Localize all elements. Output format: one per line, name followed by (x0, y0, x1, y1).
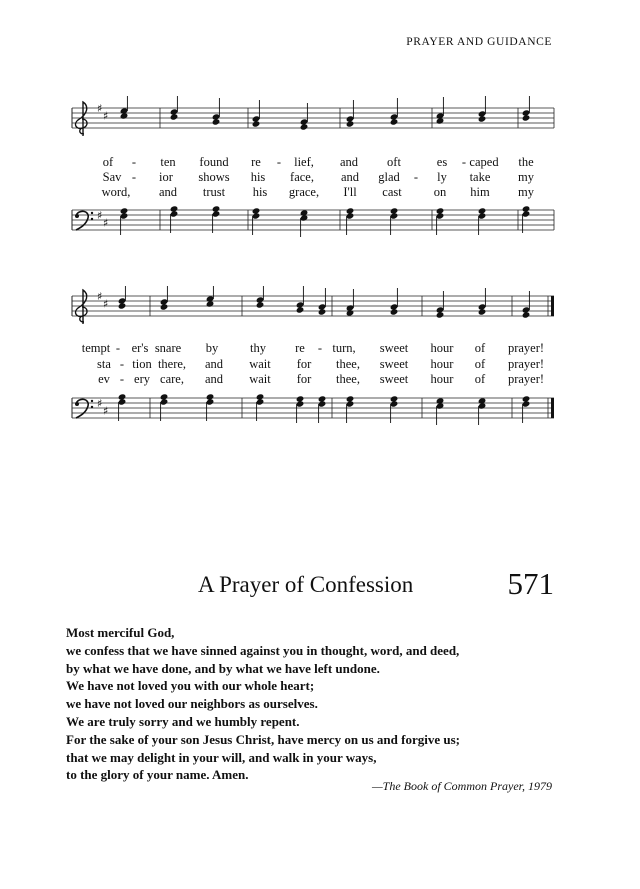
lyric-syllable: er's (131, 341, 149, 355)
treble-clef-icon (76, 290, 88, 324)
lyric-syllable: - (461, 155, 467, 169)
lyric-syllable: my (518, 185, 534, 199)
lyric-syllable: hour (430, 357, 454, 371)
final-barline (551, 296, 554, 316)
lyric-syllable: word, (101, 185, 131, 199)
music-system-1 (64, 96, 560, 256)
note-head (160, 393, 169, 400)
note-head (522, 395, 531, 402)
lyric-syllable: tion (132, 357, 152, 371)
sharp-icon: ♯ (97, 102, 103, 115)
note-head (390, 207, 399, 214)
lyric-syllable: on (433, 185, 447, 199)
lyric-syllable: Sav (102, 170, 122, 184)
lyric-syllable: sweet (379, 357, 409, 371)
note-head (206, 393, 215, 400)
note-head (120, 207, 129, 214)
lyric-syllable: and (158, 185, 178, 199)
lyric-line-1 (64, 155, 560, 171)
lyric-syllable: - (131, 170, 137, 184)
note-head (436, 207, 445, 214)
lyric-syllable: and (339, 155, 359, 169)
lyric-syllable: his (250, 170, 266, 184)
lyric-syllable: - (276, 155, 282, 169)
music-system-2 (64, 286, 560, 446)
lyric-syllable: hour (430, 372, 454, 386)
lyric-syllable: turn, (332, 341, 356, 355)
lyric-syllable: sweet (379, 372, 409, 386)
lyric-syllable: - (413, 170, 419, 184)
bass-clef-icon (76, 399, 88, 418)
lyric-syllable: ly (437, 170, 447, 184)
lyric-syllable: lief, (294, 155, 314, 169)
note-head (296, 395, 305, 402)
bass-clef-dot (75, 402, 79, 406)
attribution: —The Book of Common Prayer, 1979 (372, 779, 552, 793)
lyric-syllable: prayer! (507, 341, 545, 355)
lyric-syllable: grace, (288, 185, 320, 199)
bass-clef-dot (75, 214, 79, 218)
lyric-syllable: - (317, 341, 323, 355)
prayer-text (66, 624, 566, 784)
lyric-syllable: and (340, 170, 360, 184)
lyric-syllable: ten (160, 155, 176, 169)
sharp-icon: ♯ (103, 297, 109, 311)
lyric-syllable: of (474, 372, 486, 386)
lyric-syllable: found (199, 155, 229, 169)
note-head (170, 205, 179, 212)
note-head (212, 205, 221, 212)
prayer-line: we have not loved our neighbors as ourselves. (66, 696, 318, 712)
lyric-syllable: the (518, 155, 534, 169)
note-head (256, 393, 265, 400)
sharp-icon: ♯ (97, 290, 103, 303)
lyric-syllable: trust (202, 185, 226, 199)
lyric-syllable: snare (154, 341, 182, 355)
treble-clef-icon (76, 102, 88, 136)
prayer-line: by what we have done, and by what we have left undone. (66, 660, 380, 676)
lyric-syllable: of (474, 341, 486, 355)
lyric-syllable: glad (378, 170, 400, 184)
bass-clef-dot (91, 400, 93, 402)
lyric-syllable: take (469, 170, 491, 184)
lyric-syllable: thy (250, 341, 266, 355)
lyric-syllable: caped (469, 155, 499, 169)
lyric-syllable: re (295, 341, 305, 355)
lyric-syllable: cast (382, 185, 402, 199)
lyric-syllable: and (204, 357, 224, 371)
prayer-heading (64, 566, 554, 612)
lyric-syllable: face, (290, 170, 314, 184)
lyric-syllable: of (102, 155, 114, 169)
bass-clef-dot (91, 212, 93, 214)
note-head (346, 207, 355, 214)
prayer-line: we confess that we have sinned against you in thought, word, and deed, (66, 642, 460, 658)
lyric-line-2 (64, 170, 560, 186)
lyric-syllable: ev (98, 372, 110, 386)
bass-clef-dot (91, 218, 93, 220)
bass-clef-dot (91, 406, 93, 408)
lyric-syllable: sweet (379, 341, 409, 355)
lyric-syllable: his (252, 185, 268, 199)
prayer-number: 571 (507, 566, 554, 601)
lyric-syllable: for (296, 372, 312, 386)
lyric-syllable: my (518, 170, 534, 184)
lyric-syllable: of (474, 357, 486, 371)
lyric-syllable: - (115, 341, 121, 355)
lyric-syllable: and (204, 372, 224, 386)
prayer-line: For the sake of your son Jesus Christ, have mercy on us and forgive us; (66, 731, 460, 747)
lyric-line-3 (64, 372, 560, 388)
lyric-syllable: es (436, 155, 448, 169)
sharp-icon: ♯ (97, 209, 103, 222)
lyric-syllable: wait (249, 357, 271, 371)
lyric-syllable: sta (97, 357, 111, 371)
lyric-syllable: hour (430, 341, 454, 355)
lyric-syllable: oft (387, 155, 401, 169)
lyric-syllable: - (119, 357, 125, 371)
note-head (436, 397, 445, 404)
prayer-line: We have not loved you with our whole heart; (66, 678, 315, 694)
prayer-line: Most merciful God, (66, 625, 175, 640)
lyric-syllable: by (205, 341, 219, 355)
note-head (390, 395, 399, 402)
sharp-icon: ♯ (103, 404, 109, 418)
bass-clef-icon (76, 211, 88, 230)
lyric-syllable: I'll (343, 185, 357, 199)
lyric-syllable: thee, (336, 372, 360, 386)
note-head (522, 205, 531, 212)
note-head (318, 395, 327, 402)
lyric-syllable: for (296, 357, 312, 371)
prayer-line: We are truly sorry and we humbly repent. (66, 713, 300, 729)
lyric-syllable: ior (159, 170, 173, 184)
note-head (346, 395, 355, 402)
lyric-syllable: there, (157, 357, 187, 371)
note-head (300, 209, 309, 216)
lyric-line-3 (64, 185, 560, 201)
lyric-syllable: wait (249, 372, 271, 386)
lyric-syllable: thee, (336, 357, 360, 371)
prayer-title: A Prayer of Confession (198, 572, 414, 597)
prayer-line: that we may delight in your will, and walk in your ways, (66, 749, 377, 765)
lyric-syllable: - (119, 372, 125, 386)
lyric-syllable: shows (198, 170, 230, 184)
lyric-syllable: ery (134, 372, 150, 386)
lyric-line-1 (64, 341, 560, 357)
lyric-syllable: care, (160, 372, 184, 386)
note-head (118, 393, 127, 400)
lyric-syllable: him (470, 185, 490, 199)
lyric-syllable: prayer! (507, 372, 545, 386)
lyric-syllable: - (131, 155, 137, 169)
sharp-icon: ♯ (103, 109, 109, 123)
note-head (478, 207, 487, 214)
running-head: PRAYER AND GUIDANCE (406, 36, 552, 48)
sharp-icon: ♯ (97, 397, 103, 410)
note-head (252, 207, 261, 214)
sharp-icon: ♯ (103, 216, 109, 230)
note-head (478, 397, 487, 404)
lyric-syllable: prayer! (507, 357, 545, 371)
lyric-syllable: tempt (81, 341, 111, 355)
prayer-line: to the glory of your name. Amen. (66, 767, 249, 783)
final-barline (551, 398, 554, 418)
lyric-syllable: re (251, 155, 261, 169)
lyric-line-2 (64, 357, 560, 373)
